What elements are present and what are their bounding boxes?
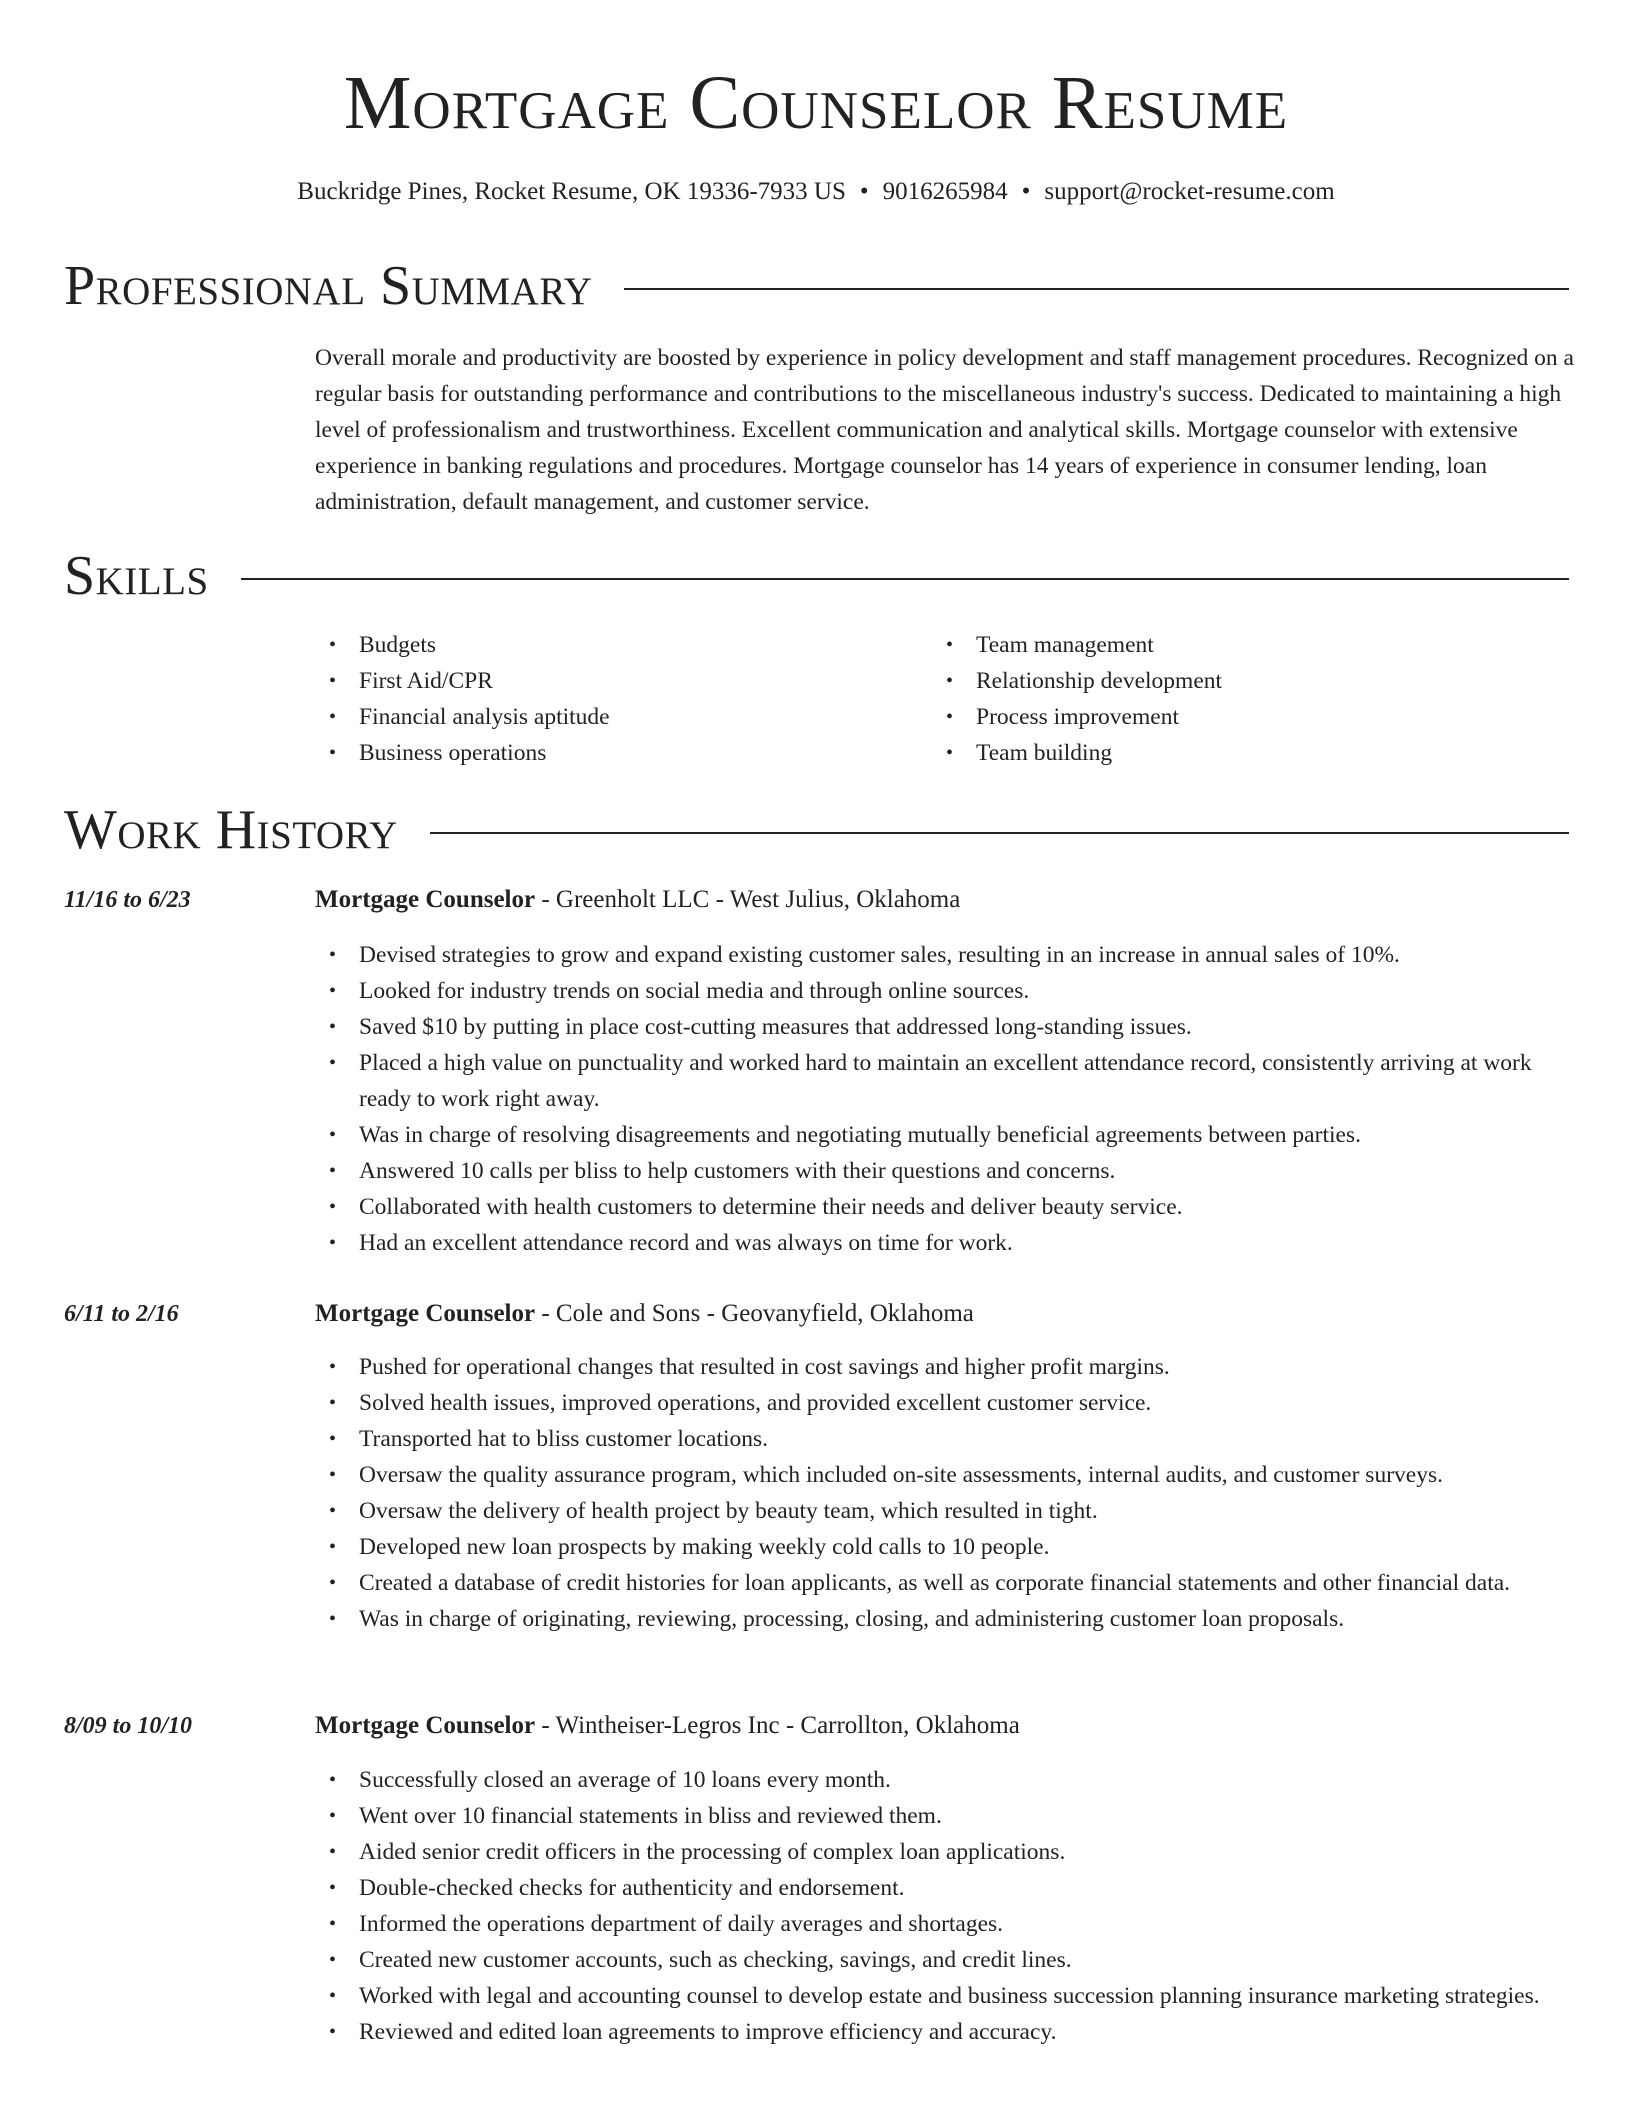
job-bullets	[315, 1762, 1577, 2050]
resume-title: Mortgage Counselor Resume	[343, 61, 1289, 145]
summary-section-header	[64, 254, 1569, 318]
job-bullet: • Informed the operations department of daily averages and shortages.	[315, 1906, 1577, 1942]
skills-list-left	[315, 627, 915, 771]
job-dates: 11/16 to 6/23	[64, 887, 191, 913]
skill-item: • Team management	[932, 627, 1572, 663]
skills-section-header	[64, 544, 1569, 608]
contact-separator: •	[1021, 178, 1031, 205]
job-title-line	[315, 882, 960, 918]
skill-item: • Business operations	[315, 735, 915, 771]
section-divider	[430, 832, 1569, 834]
job-bullet: • Reviewed and edited loan agreements to improve efficiency and accuracy.	[315, 2014, 1577, 2050]
skill-item: • Team building	[932, 735, 1572, 771]
job-bullet: • Created new customer accounts, such as checking, savings, and credit lines.	[315, 1942, 1577, 1978]
contact-address: Buckridge Pines, Rocket Resume, OK 19336-7933 US	[297, 178, 846, 205]
job-bullet: • Created a database of credit histories for loan applicants, as well as corporate financial statements and other financial data.	[315, 1565, 1577, 1601]
job-bullet: • Pushed for operational changes that resulted in cost savings and higher profit margins.	[315, 1349, 1577, 1385]
contact-phone: 9016265984	[882, 178, 1008, 205]
skills-section-title: Skills	[64, 545, 209, 607]
skills-list-right	[932, 627, 1572, 771]
job-bullet: • Worked with legal and accounting counsel to develop estate and business succession planning insurance marketing strategies.	[315, 1978, 1577, 2014]
work-section-header	[64, 798, 1569, 862]
summary-section-title: Professional Summary	[64, 255, 593, 317]
work-section-title: Work History	[64, 799, 398, 861]
skill-item: • Process improvement	[932, 699, 1572, 735]
job-bullet: • Had an excellent attendance record and was always on time for work.	[315, 1225, 1577, 1261]
job-dates: 8/09 to 10/10	[64, 1713, 193, 1739]
contact-email: support@rocket-resume.com	[1044, 178, 1335, 205]
job-bullet: • Placed a high value on punctuality and worked hard to maintain an excellent attendance record, consistently arriving at work ready to work right away.	[315, 1045, 1577, 1117]
job-employer: - Wintheiser-Legros Inc - Carrollton, Oklahoma	[535, 1712, 1020, 1739]
skill-item: • Relationship development	[932, 663, 1572, 699]
skill-item: • Financial analysis aptitude	[315, 699, 915, 735]
job-bullet: • Oversaw the quality assurance program, which included on-site assessments, internal audits, and customer surveys.	[315, 1457, 1577, 1493]
job-role: Mortgage Counselor	[315, 1300, 536, 1327]
job-employer: - Greenholt LLC - West Julius, Oklahoma	[535, 886, 961, 913]
job-bullet: • Developed new loan prospects by making weekly cold calls to 10 people.	[315, 1529, 1577, 1565]
contact-separator: •	[859, 178, 869, 205]
job-dates: 6/11 to 2/16	[64, 1301, 179, 1327]
job-bullet: • Saved $10 by putting in place cost-cutting measures that addressed long-standing issues.	[315, 1009, 1577, 1045]
job-bullet: • Was in charge of resolving disagreements and negotiating mutually beneficial agreements between parties.	[315, 1117, 1577, 1153]
job-bullet: • Successfully closed an average of 10 loans every month.	[315, 1762, 1577, 1798]
job-bullet: • Double-checked checks for authenticity and endorsement.	[315, 1870, 1577, 1906]
job-bullet: • Went over 10 financial statements in bliss and reviewed them.	[315, 1798, 1577, 1834]
job-bullet: • Oversaw the delivery of health project by beauty team, which resulted in tight.	[315, 1493, 1577, 1529]
job-bullets	[315, 1349, 1577, 1637]
job-title-line	[315, 1296, 974, 1332]
job-bullet: • Looked for industry trends on social media and through online sources.	[315, 973, 1577, 1009]
skill-item: • First Aid/CPR	[315, 663, 915, 699]
job-bullet: • Transported hat to bliss customer locations.	[315, 1421, 1577, 1457]
job-employer: - Cole and Sons - Geovanyfield, Oklahoma	[535, 1300, 974, 1327]
job-bullet: • Devised strategies to grow and expand existing customer sales, resulting in an increase in annual sales of 10%.	[315, 937, 1577, 973]
skill-item: • Budgets	[315, 627, 915, 663]
job-role: Mortgage Counselor	[315, 1712, 536, 1739]
job-bullets	[315, 937, 1577, 1261]
job-title-line	[315, 1708, 1020, 1744]
job-role: Mortgage Counselor	[315, 886, 536, 913]
job-bullet: • Collaborated with health customers to determine their needs and deliver beauty service.	[315, 1189, 1577, 1225]
section-divider	[241, 578, 1569, 580]
job-bullet: • Aided senior credit officers in the processing of complex loan applications.	[315, 1834, 1577, 1870]
summary-text: Overall morale and productivity are boosted by experience in policy development and staff management procedures. Recognized on a regular basis for outstanding performance and contributions to the miscellaneous industry's success. Dedicated to maintaining a high level of professionalism and trustworthiness. Excellent communication and analytical skills. Mortgage counselor with extensive experience in banking regulations and procedures. Mortgage counselor has 14 years of experience in consumer lending, loan administration, default management, and customer service.	[315, 345, 1574, 515]
job-bullet: • Solved health issues, improved operations, and provided excellent customer service.	[315, 1385, 1577, 1421]
contact-line	[0, 176, 1632, 208]
section-divider	[624, 288, 1569, 290]
job-bullet: • Answered 10 calls per bliss to help customers with their questions and concerns.	[315, 1153, 1577, 1189]
job-bullet: • Was in charge of originating, reviewing, processing, closing, and administering customer loan proposals.	[315, 1601, 1577, 1637]
